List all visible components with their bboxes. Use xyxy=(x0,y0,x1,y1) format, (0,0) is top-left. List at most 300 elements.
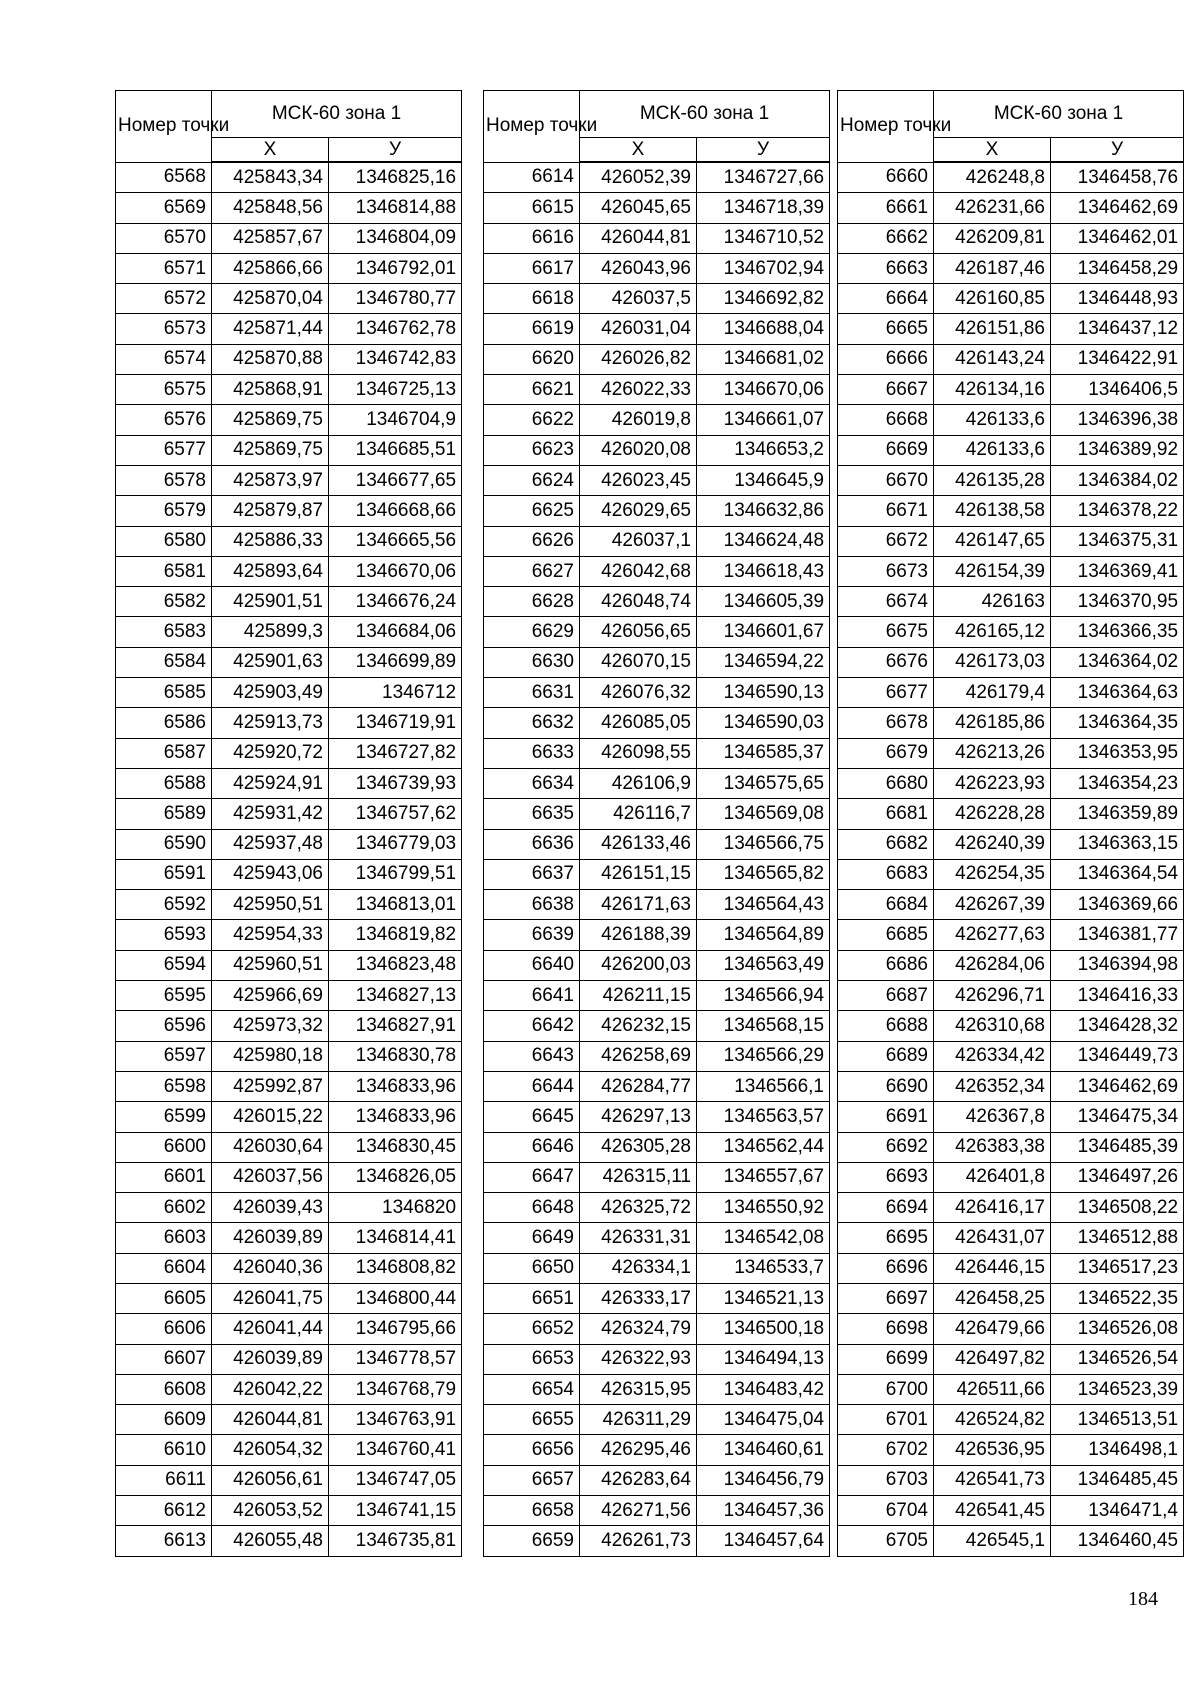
y-coordinate-cell: 1346676,24 xyxy=(329,587,462,617)
y-coordinate-cell: 1346565,82 xyxy=(697,859,830,889)
y-coordinate-cell: 1346833,96 xyxy=(329,1071,462,1101)
x-coordinate-cell: 426211,15 xyxy=(580,981,697,1011)
x-coordinate-cell: 426040,36 xyxy=(212,1253,329,1283)
point-number-cell: 6644 xyxy=(484,1071,580,1101)
table-row xyxy=(484,1071,830,1101)
y-coordinate-cell: 1346483,42 xyxy=(697,1374,830,1404)
table-row xyxy=(484,405,830,435)
y-coordinate-cell: 1346823,48 xyxy=(329,950,462,980)
table-row xyxy=(484,1314,830,1344)
x-coordinate-cell: 426163 xyxy=(934,587,1051,617)
point-number-cell: 6693 xyxy=(838,1162,934,1192)
x-coordinate-cell: 426160,85 xyxy=(934,284,1051,314)
y-coordinate-cell: 1346456,79 xyxy=(697,1465,830,1495)
x-coordinate-cell: 425980,18 xyxy=(212,1041,329,1071)
point-number-cell: 6646 xyxy=(484,1132,580,1162)
x-coordinate-cell: 426231,66 xyxy=(934,193,1051,223)
point-number-cell: 6601 xyxy=(116,1162,212,1192)
x-coordinate-cell: 426200,03 xyxy=(580,950,697,980)
x-coordinate-cell: 426334,42 xyxy=(934,1041,1051,1071)
table-row xyxy=(116,1435,462,1465)
table-row xyxy=(484,1162,830,1192)
table-row xyxy=(484,1496,830,1526)
table-row xyxy=(116,738,462,768)
x-coordinate-cell: 426296,71 xyxy=(934,981,1051,1011)
y-coordinate-cell: 1346814,88 xyxy=(329,193,462,223)
point-number-cell: 6637 xyxy=(484,859,580,889)
x-coordinate-cell: 426401,8 xyxy=(934,1162,1051,1192)
y-coordinate-cell: 1346575,65 xyxy=(697,768,830,798)
point-number-cell: 6609 xyxy=(116,1405,212,1435)
y-coordinate-cell: 1346779,03 xyxy=(329,829,462,859)
x-coordinate-cell: 426020,08 xyxy=(580,435,697,465)
x-coordinate-cell: 426541,45 xyxy=(934,1496,1051,1526)
table-row xyxy=(484,920,830,950)
point-number-cell: 6640 xyxy=(484,950,580,980)
table-row xyxy=(116,1374,462,1404)
point-number-cell: 6582 xyxy=(116,587,212,617)
table-row xyxy=(484,617,830,647)
x-coordinate-cell: 426054,32 xyxy=(212,1435,329,1465)
point-number-cell: 6663 xyxy=(838,253,934,283)
x-coordinate-cell: 425901,63 xyxy=(212,647,329,677)
y-coordinate-cell: 1346605,39 xyxy=(697,587,830,617)
point-number-cell: 6610 xyxy=(116,1435,212,1465)
x-coordinate-cell: 425913,73 xyxy=(212,708,329,738)
point-number-cell: 6577 xyxy=(116,435,212,465)
x-coordinate-cell: 426271,56 xyxy=(580,1496,697,1526)
x-coordinate-cell: 425866,66 xyxy=(212,253,329,283)
point-number-cell: 6591 xyxy=(116,859,212,889)
table-row xyxy=(484,526,830,556)
y-coordinate-cell: 1346460,61 xyxy=(697,1435,830,1465)
x-coordinate-cell: 425966,69 xyxy=(212,981,329,1011)
x-coordinate-cell: 426185,86 xyxy=(934,708,1051,738)
point-number-cell: 6616 xyxy=(484,223,580,253)
x-coordinate-cell: 426044,81 xyxy=(212,1405,329,1435)
table-row xyxy=(116,375,462,405)
point-number-header: Номер точки xyxy=(116,91,212,163)
point-number-cell: 6701 xyxy=(838,1405,934,1435)
x-coordinate-cell: 426147,65 xyxy=(934,526,1051,556)
point-number-cell: 6652 xyxy=(484,1314,580,1344)
y-coordinate-cell: 1346814,41 xyxy=(329,1223,462,1253)
x-coordinate-cell: 426254,35 xyxy=(934,859,1051,889)
table-row xyxy=(484,375,830,405)
y-coordinate-cell: 1346833,96 xyxy=(329,1102,462,1132)
point-number-cell: 6661 xyxy=(838,193,934,223)
x-coordinate-cell: 426209,81 xyxy=(934,223,1051,253)
table-row xyxy=(484,344,830,374)
x-coordinate-cell: 426030,64 xyxy=(212,1132,329,1162)
table-row xyxy=(484,496,830,526)
table-row xyxy=(116,708,462,738)
point-number-cell: 6622 xyxy=(484,405,580,435)
table-row xyxy=(484,1253,830,1283)
y-coordinate-cell: 1346594,22 xyxy=(697,647,830,677)
y-coordinate-cell: 1346645,9 xyxy=(697,465,830,495)
table-row xyxy=(838,1344,1184,1374)
point-number-cell: 6581 xyxy=(116,556,212,586)
y-coordinate-cell: 1346684,06 xyxy=(329,617,462,647)
table-row xyxy=(838,1011,1184,1041)
table-row xyxy=(838,738,1184,768)
table-row xyxy=(838,375,1184,405)
x-coordinate-cell: 425879,87 xyxy=(212,496,329,526)
point-number-cell: 6667 xyxy=(838,375,934,405)
point-number-cell: 6589 xyxy=(116,799,212,829)
point-number-cell: 6614 xyxy=(484,162,580,193)
point-number-cell: 6676 xyxy=(838,647,934,677)
x-coordinate-cell: 425843,34 xyxy=(212,162,329,193)
table-row xyxy=(116,162,462,193)
x-coordinate-cell: 426023,45 xyxy=(580,465,697,495)
table-row xyxy=(116,678,462,708)
y-coordinate-cell: 1346792,01 xyxy=(329,253,462,283)
x-coordinate-cell: 425857,67 xyxy=(212,223,329,253)
x-coordinate-cell: 425870,88 xyxy=(212,344,329,374)
x-coordinate-cell: 426041,44 xyxy=(212,1314,329,1344)
point-number-cell: 6632 xyxy=(484,708,580,738)
x-coordinate-cell: 426039,89 xyxy=(212,1223,329,1253)
point-number-cell: 6665 xyxy=(838,314,934,344)
y-coordinate-cell: 1346653,2 xyxy=(697,435,830,465)
y-coordinate-cell: 1346557,67 xyxy=(697,1162,830,1192)
x-coordinate-cell: 426056,61 xyxy=(212,1465,329,1495)
table-row xyxy=(838,1526,1184,1556)
point-number-cell: 6702 xyxy=(838,1435,934,1465)
table-row xyxy=(116,1283,462,1313)
x-coordinate-cell: 426039,89 xyxy=(212,1344,329,1374)
x-column-header: Х xyxy=(934,138,1051,163)
table-row xyxy=(484,1374,830,1404)
x-coordinate-cell: 426022,33 xyxy=(580,375,697,405)
x-coordinate-cell: 426232,15 xyxy=(580,1011,697,1041)
x-coordinate-cell: 426053,52 xyxy=(212,1496,329,1526)
y-coordinate-cell: 1346808,82 xyxy=(329,1253,462,1283)
y-coordinate-cell: 1346375,31 xyxy=(1051,526,1184,556)
y-coordinate-cell: 1346795,66 xyxy=(329,1314,462,1344)
x-coordinate-cell: 426479,66 xyxy=(934,1314,1051,1344)
y-column-header: У xyxy=(329,138,462,163)
table-row xyxy=(484,708,830,738)
point-number-cell: 6619 xyxy=(484,314,580,344)
y-coordinate-cell: 1346437,12 xyxy=(1051,314,1184,344)
y-coordinate-cell: 1346804,09 xyxy=(329,223,462,253)
y-coordinate-cell: 1346820 xyxy=(329,1193,462,1223)
x-coordinate-cell: 426511,66 xyxy=(934,1374,1051,1404)
table-row xyxy=(838,1041,1184,1071)
point-number-cell: 6595 xyxy=(116,981,212,1011)
table-body xyxy=(116,162,462,1556)
x-coordinate-cell: 426116,7 xyxy=(580,799,697,829)
table-row xyxy=(484,465,830,495)
table-row xyxy=(484,1465,830,1495)
point-number-cell: 6618 xyxy=(484,284,580,314)
point-number-cell: 6657 xyxy=(484,1465,580,1495)
y-coordinate-cell: 1346692,82 xyxy=(697,284,830,314)
x-coordinate-cell: 425873,97 xyxy=(212,465,329,495)
x-coordinate-cell: 426315,11 xyxy=(580,1162,697,1192)
x-coordinate-cell: 426015,22 xyxy=(212,1102,329,1132)
point-number-cell: 6596 xyxy=(116,1011,212,1041)
y-coordinate-cell: 1346396,38 xyxy=(1051,405,1184,435)
x-coordinate-cell: 426322,93 xyxy=(580,1344,697,1374)
y-coordinate-cell: 1346406,5 xyxy=(1051,375,1184,405)
point-number-cell: 6670 xyxy=(838,465,934,495)
y-coordinate-cell: 1346475,34 xyxy=(1051,1102,1184,1132)
y-coordinate-cell: 1346780,77 xyxy=(329,284,462,314)
point-number-cell: 6692 xyxy=(838,1132,934,1162)
table-row xyxy=(838,1314,1184,1344)
x-coordinate-cell: 426536,95 xyxy=(934,1435,1051,1465)
y-coordinate-cell: 1346364,63 xyxy=(1051,678,1184,708)
y-coordinate-cell: 1346661,07 xyxy=(697,405,830,435)
x-coordinate-cell: 426258,69 xyxy=(580,1041,697,1071)
point-number-cell: 6639 xyxy=(484,920,580,950)
point-number-cell: 6672 xyxy=(838,526,934,556)
y-coordinate-cell: 1346742,83 xyxy=(329,344,462,374)
y-coordinate-cell: 1346457,36 xyxy=(697,1496,830,1526)
point-number-cell: 6621 xyxy=(484,375,580,405)
x-coordinate-cell: 426295,46 xyxy=(580,1435,697,1465)
point-number-cell: 6669 xyxy=(838,435,934,465)
point-number-cell: 6697 xyxy=(838,1283,934,1313)
point-number-cell: 6628 xyxy=(484,587,580,617)
point-number-cell: 6569 xyxy=(116,193,212,223)
x-coordinate-cell: 425943,06 xyxy=(212,859,329,889)
x-coordinate-cell: 425886,33 xyxy=(212,526,329,556)
table-row xyxy=(838,647,1184,677)
point-number-cell: 6573 xyxy=(116,314,212,344)
table-row xyxy=(116,1344,462,1374)
x-coordinate-cell: 426165,12 xyxy=(934,617,1051,647)
point-number-cell: 6625 xyxy=(484,496,580,526)
x-coordinate-cell: 426315,95 xyxy=(580,1374,697,1404)
x-coordinate-cell: 426497,82 xyxy=(934,1344,1051,1374)
x-coordinate-cell: 425992,87 xyxy=(212,1071,329,1101)
y-coordinate-cell: 1346422,91 xyxy=(1051,344,1184,374)
x-coordinate-cell: 425899,3 xyxy=(212,617,329,647)
y-coordinate-cell: 1346760,41 xyxy=(329,1435,462,1465)
table-row xyxy=(484,1193,830,1223)
x-coordinate-cell: 426026,82 xyxy=(580,344,697,374)
table-row xyxy=(838,1253,1184,1283)
table-row xyxy=(116,1041,462,1071)
y-coordinate-cell: 1346827,91 xyxy=(329,1011,462,1041)
table-row xyxy=(484,284,830,314)
y-coordinate-cell: 1346353,95 xyxy=(1051,738,1184,768)
table-row xyxy=(838,859,1184,889)
y-coordinate-cell: 1346710,52 xyxy=(697,223,830,253)
x-coordinate-cell: 426042,68 xyxy=(580,556,697,586)
table-row xyxy=(484,1435,830,1465)
point-number-cell: 6689 xyxy=(838,1041,934,1071)
point-number-cell: 6584 xyxy=(116,647,212,677)
y-coordinate-cell: 1346460,45 xyxy=(1051,1526,1184,1556)
y-coordinate-cell: 1346704,9 xyxy=(329,405,462,435)
point-number-cell: 6698 xyxy=(838,1314,934,1344)
y-coordinate-cell: 1346471,4 xyxy=(1051,1496,1184,1526)
table-row xyxy=(116,435,462,465)
x-coordinate-cell: 426284,06 xyxy=(934,950,1051,980)
point-number-cell: 6675 xyxy=(838,617,934,647)
table-row xyxy=(484,829,830,859)
coordinate-system-header: МСК-60 зона 1 xyxy=(580,91,830,138)
x-coordinate-cell: 426223,93 xyxy=(934,768,1051,798)
x-coordinate-cell: 426039,43 xyxy=(212,1193,329,1223)
point-number-cell: 6629 xyxy=(484,617,580,647)
x-coordinate-cell: 426446,15 xyxy=(934,1253,1051,1283)
y-column-header: У xyxy=(1051,138,1184,163)
x-coordinate-cell: 426056,65 xyxy=(580,617,697,647)
point-number-cell: 6651 xyxy=(484,1283,580,1313)
point-number-cell: 6612 xyxy=(116,1496,212,1526)
x-coordinate-cell: 426352,34 xyxy=(934,1071,1051,1101)
x-coordinate-cell: 426043,96 xyxy=(580,253,697,283)
x-coordinate-cell: 426052,39 xyxy=(580,162,697,193)
point-number-cell: 6574 xyxy=(116,344,212,374)
table-row xyxy=(116,405,462,435)
table-row xyxy=(838,253,1184,283)
x-coordinate-cell: 425870,04 xyxy=(212,284,329,314)
table-row xyxy=(484,1344,830,1374)
table-row xyxy=(484,556,830,586)
y-coordinate-cell: 1346394,98 xyxy=(1051,950,1184,980)
y-coordinate-cell: 1346475,04 xyxy=(697,1405,830,1435)
x-coordinate-cell: 426029,65 xyxy=(580,496,697,526)
table-row xyxy=(116,1314,462,1344)
table-row xyxy=(838,556,1184,586)
point-number-cell: 6656 xyxy=(484,1435,580,1465)
y-coordinate-cell: 1346712 xyxy=(329,678,462,708)
x-coordinate-cell: 426098,55 xyxy=(580,738,697,768)
point-number-cell: 6634 xyxy=(484,768,580,798)
y-coordinate-cell: 1346827,13 xyxy=(329,981,462,1011)
y-coordinate-cell: 1346563,49 xyxy=(697,950,830,980)
point-number-cell: 6568 xyxy=(116,162,212,193)
table-row xyxy=(838,1405,1184,1435)
y-coordinate-cell: 1346448,93 xyxy=(1051,284,1184,314)
table-row xyxy=(838,890,1184,920)
y-coordinate-cell: 1346585,37 xyxy=(697,738,830,768)
point-number-cell: 6674 xyxy=(838,587,934,617)
y-coordinate-cell: 1346699,89 xyxy=(329,647,462,677)
x-coordinate-cell: 425960,51 xyxy=(212,950,329,980)
table-row xyxy=(116,890,462,920)
x-coordinate-cell: 426133,46 xyxy=(580,829,697,859)
y-coordinate-cell: 1346523,39 xyxy=(1051,1374,1184,1404)
y-coordinate-cell: 1346665,56 xyxy=(329,526,462,556)
table-row xyxy=(116,768,462,798)
point-number-cell: 6607 xyxy=(116,1344,212,1374)
point-number-cell: 6685 xyxy=(838,920,934,950)
table-row xyxy=(838,1283,1184,1313)
y-coordinate-cell: 1346563,57 xyxy=(697,1102,830,1132)
x-coordinate-cell: 426325,72 xyxy=(580,1193,697,1223)
x-coordinate-cell: 426267,39 xyxy=(934,890,1051,920)
point-number-cell: 6649 xyxy=(484,1223,580,1253)
y-coordinate-cell: 1346569,08 xyxy=(697,799,830,829)
point-number-cell: 6590 xyxy=(116,829,212,859)
y-coordinate-cell: 1346521,13 xyxy=(697,1283,830,1313)
table-row xyxy=(838,617,1184,647)
table-row xyxy=(838,435,1184,465)
x-coordinate-cell: 425931,42 xyxy=(212,799,329,829)
x-coordinate-cell: 426076,32 xyxy=(580,678,697,708)
x-coordinate-cell: 426042,22 xyxy=(212,1374,329,1404)
point-number-cell: 6597 xyxy=(116,1041,212,1071)
y-coordinate-cell: 1346813,01 xyxy=(329,890,462,920)
table-body xyxy=(484,162,830,1556)
table-row xyxy=(116,344,462,374)
point-number-cell: 6611 xyxy=(116,1465,212,1495)
y-coordinate-cell: 1346739,93 xyxy=(329,768,462,798)
point-number-cell: 6650 xyxy=(484,1253,580,1283)
table-row xyxy=(838,1374,1184,1404)
point-number-cell: 6655 xyxy=(484,1405,580,1435)
x-coordinate-cell: 426055,48 xyxy=(212,1526,329,1556)
y-coordinate-cell: 1346498,1 xyxy=(1051,1435,1184,1465)
x-coordinate-cell: 426173,03 xyxy=(934,647,1051,677)
x-coordinate-cell: 425868,91 xyxy=(212,375,329,405)
table-row xyxy=(484,162,830,193)
point-number-cell: 6630 xyxy=(484,647,580,677)
y-coordinate-cell: 1346384,02 xyxy=(1051,465,1184,495)
y-coordinate-cell: 1346378,22 xyxy=(1051,496,1184,526)
y-coordinate-cell: 1346590,03 xyxy=(697,708,830,738)
x-coordinate-cell: 425869,75 xyxy=(212,405,329,435)
y-coordinate-cell: 1346826,05 xyxy=(329,1162,462,1192)
table-row xyxy=(484,435,830,465)
y-coordinate-cell: 1346688,04 xyxy=(697,314,830,344)
x-coordinate-cell: 426171,63 xyxy=(580,890,697,920)
point-number-cell: 6605 xyxy=(116,1283,212,1313)
table-row xyxy=(838,162,1184,193)
point-number-cell: 6704 xyxy=(838,1496,934,1526)
table-row xyxy=(116,1011,462,1041)
y-coordinate-cell: 1346799,51 xyxy=(329,859,462,889)
y-coordinate-cell: 1346590,13 xyxy=(697,678,830,708)
point-number-cell: 6635 xyxy=(484,799,580,829)
table-row xyxy=(116,647,462,677)
x-coordinate-cell: 426305,28 xyxy=(580,1132,697,1162)
table-row xyxy=(484,1132,830,1162)
point-number-cell: 6602 xyxy=(116,1193,212,1223)
x-coordinate-cell: 426031,04 xyxy=(580,314,697,344)
y-coordinate-cell: 1346601,67 xyxy=(697,617,830,647)
table-row xyxy=(838,1465,1184,1495)
point-number-cell: 6658 xyxy=(484,1496,580,1526)
y-coordinate-cell: 1346462,01 xyxy=(1051,223,1184,253)
y-coordinate-cell: 1346369,66 xyxy=(1051,890,1184,920)
point-number-cell: 6645 xyxy=(484,1102,580,1132)
point-number-cell: 6599 xyxy=(116,1102,212,1132)
x-coordinate-cell: 426019,8 xyxy=(580,405,697,435)
table-row xyxy=(116,981,462,1011)
x-coordinate-cell: 425937,48 xyxy=(212,829,329,859)
table-row xyxy=(116,1465,462,1495)
x-coordinate-cell: 425871,44 xyxy=(212,314,329,344)
table-row xyxy=(484,1526,830,1556)
y-coordinate-cell: 1346566,75 xyxy=(697,829,830,859)
point-number-cell: 6636 xyxy=(484,829,580,859)
point-number-cell: 6600 xyxy=(116,1132,212,1162)
table-row xyxy=(484,1223,830,1253)
point-number-cell: 6588 xyxy=(116,768,212,798)
x-coordinate-cell: 426277,63 xyxy=(934,920,1051,950)
table-row xyxy=(484,587,830,617)
